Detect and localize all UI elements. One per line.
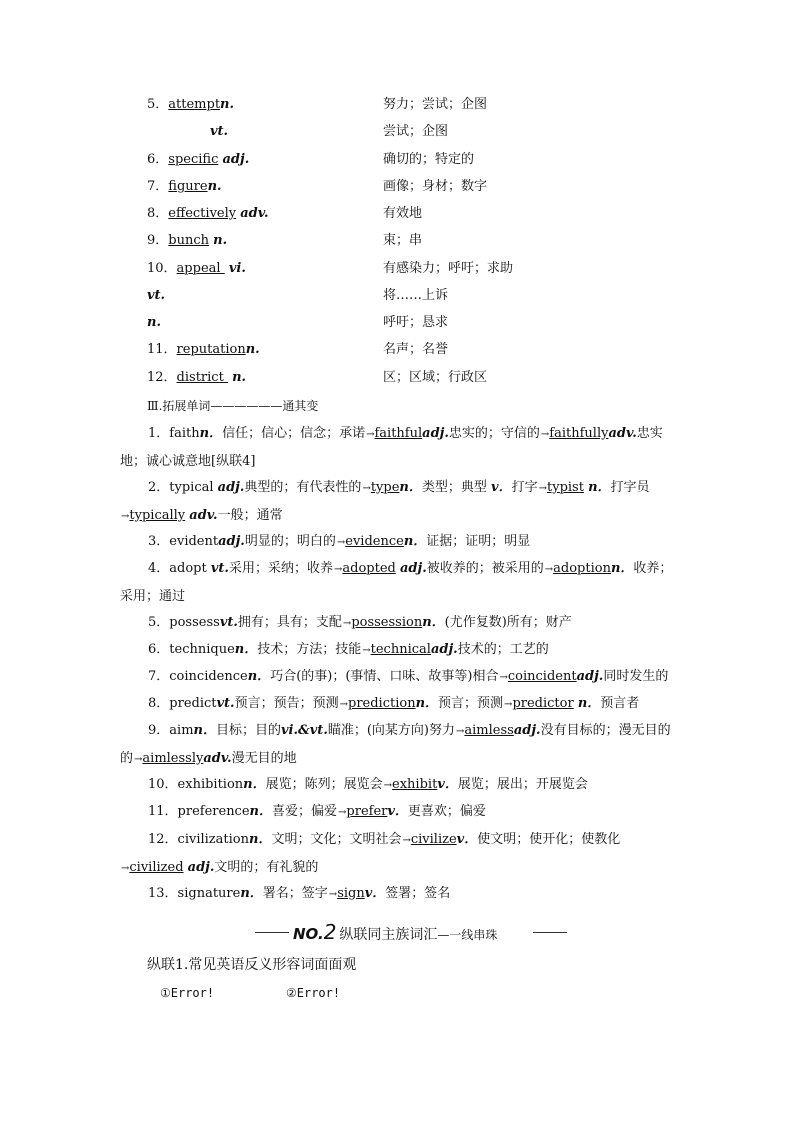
derivation-item: 2．typical adj.典型的；有代表性的→ typen．类型；典型 v．打字→ typist n．打字员→ typically adv.一般；通常 (121, 480, 650, 523)
derivation-item: 4．adopt vt.采用；采纳；收养→ adopted adj.被收养的；被采用的→ adoptionn．收养；采用；通过 (120, 561, 673, 604)
arrow-icon: → (538, 483, 545, 494)
item-number: 8． (147, 206, 169, 221)
banner-rule-left (255, 932, 289, 933)
part-of-speech: adv. (240, 206, 269, 221)
arrow-icon: → (366, 429, 373, 440)
vocab-meaning: 确切的；特定的 (383, 152, 475, 167)
section-heading: Ⅲ.拓展单词——————通其变 (147, 399, 319, 413)
part-of-speech: n. (232, 370, 247, 385)
vocab-word: bunch (168, 233, 210, 248)
item-number: 6． (147, 152, 169, 167)
banner-title: 纵联同主族词汇 (339, 927, 438, 943)
arrow-icon: → (540, 429, 548, 440)
part-of-speech: n. (207, 179, 222, 194)
arrow-icon: → (544, 564, 552, 575)
arrow-icon: → (402, 835, 409, 846)
item-number: 9． (147, 233, 169, 248)
part-of-speech: vt. (210, 124, 229, 139)
banner-no: NO. (293, 925, 324, 943)
vocab-word: figure (168, 179, 208, 194)
error-field: ①Error! (160, 986, 215, 1000)
part-of-speech: adj. (222, 152, 250, 167)
item-number: 11． (147, 342, 177, 357)
item-number: 7． (147, 179, 169, 194)
part-of-speech: n. (245, 342, 260, 357)
banner-number: 2 (323, 920, 337, 944)
derivation-item: 1．faithn．信任；信心；信念；承诺→ faithfuladj.忠实的；守信的→ faithfullyadv.忠实地；诚心诚意地[纵联4] (120, 426, 663, 469)
arrow-icon: → (333, 564, 341, 575)
item-number: 10． (147, 261, 177, 276)
section-banner (255, 922, 567, 942)
vocab-meaning: 努力；尝试；企图 (383, 97, 488, 112)
part-of-speech: n. (147, 315, 161, 330)
vocab-meaning: 名声；名誉 (383, 342, 449, 357)
arrow-icon: → (362, 483, 369, 494)
derivation-item: 3．evidentadj.明显的；明白的→ evidencen．证据；证明；明显 (148, 534, 531, 549)
part-of-speech: vi. (228, 261, 246, 276)
vocab-meaning: 尝试；企图 (383, 124, 449, 139)
derivation-item: 8．predictvt.预言；预告；预测→ predictionn．预言；预测→ predictor n．预言者 (148, 696, 640, 711)
vocab-meaning: 区；区域；行政区 (383, 370, 488, 385)
arrow-icon: → (336, 537, 344, 548)
arrow-icon: → (339, 699, 346, 710)
part-of-speech: n. (213, 233, 228, 248)
arrow-icon: → (499, 672, 506, 683)
derivation-item: 9．aimn．目标；目的vi.&vt.瞄准；(向某方向)努力→ aimlessadj.没有目标的；漫无目的的→ aimlesslyadv.漫无目的地 (120, 723, 671, 766)
arrow-icon: → (338, 807, 345, 818)
item-number: 5． (147, 97, 169, 112)
derivation-item: 13．signaturen．署名；签字→ signv．签署；签名 (148, 886, 451, 901)
derivation-item: 6．techniquen．技术；方法；技能→ technicaladj.技术的；工艺的 (148, 642, 549, 657)
vocab-meaning: 束；串 (383, 233, 423, 248)
arrow-icon: → (504, 699, 511, 710)
vocab-meaning: 有感染力；呼吁；求助 (383, 261, 514, 276)
banner-subtitle: —一线串珠 (437, 928, 498, 942)
arrow-icon: → (362, 645, 369, 656)
error-field: ②Error! (286, 986, 341, 1000)
arrow-icon: → (328, 889, 336, 900)
vocab-word: appeal (176, 261, 221, 276)
part-of-speech: n. (220, 97, 235, 112)
arrow-icon: → (121, 863, 128, 874)
vocab-meaning: 呼吁；恳求 (383, 315, 449, 330)
vocab-word: specific (168, 152, 219, 167)
vocab-word: reputation (176, 342, 246, 357)
vocab-meaning: 将……上诉 (383, 288, 449, 303)
vocab-meaning: 画像；身材；数字 (383, 179, 488, 194)
vocab-word: attempt (168, 97, 221, 112)
vocab-meaning: 有效地 (383, 206, 423, 221)
derivation-item: 11．preferencen．喜爱；偏爱→ preferv．更喜欢；偏爱 (148, 804, 486, 819)
derivation-item: 12．civilizationn．文明；文化；文明社会→ civilizev．使文明；使开化；使教化→ civilized adj.文明的；有礼貌的 (121, 832, 621, 875)
banner-rule-right (533, 932, 567, 933)
arrow-icon: → (383, 780, 391, 791)
arrow-icon: → (456, 726, 463, 737)
arrow-icon: → (121, 511, 128, 522)
subsection-title: 纵联1.常见英语反义形容词面面观 (147, 957, 357, 973)
vocab-word: district (176, 370, 224, 385)
arrow-icon: → (134, 754, 141, 765)
item-number: 12． (147, 370, 177, 385)
part-of-speech: vt. (147, 288, 166, 303)
derivation-item: 10．exhibitionn．展览；陈列；展览会→ exhibitv．展览；展出；开展览会 (148, 777, 588, 792)
vocab-word: effectively (168, 206, 237, 221)
derivation-item: 7．coincidencen．巧合(的事)；(事情、口味、故事等)相合→ coincidentadj.同时发生的 (148, 669, 669, 684)
arrow-icon: → (342, 618, 350, 629)
derivation-item: 5．possessvt.拥有；具有；支配→ possessionn．(尤作复数)所有；财产 (148, 615, 572, 630)
